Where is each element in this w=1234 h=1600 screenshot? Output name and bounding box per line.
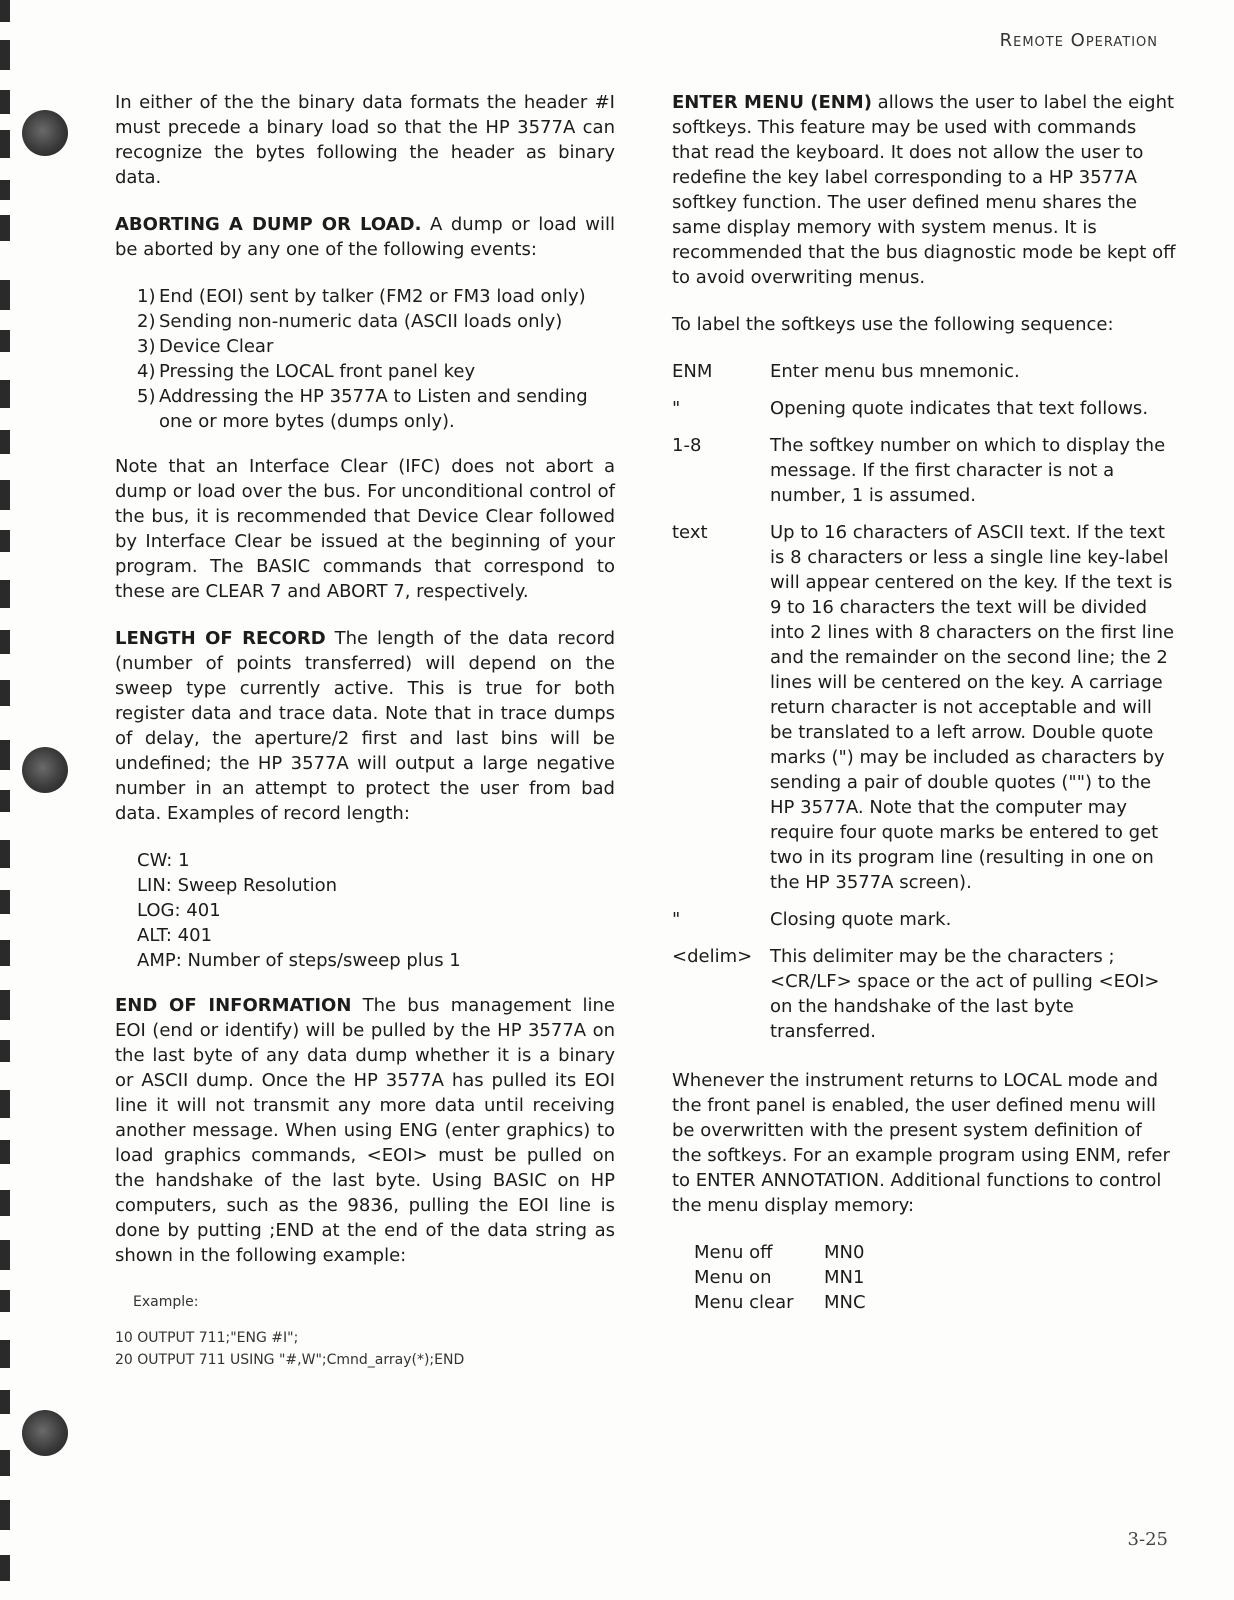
length-paragraph: LENGTH OF RECORD The length of the data record (number of points transferred) will depend on the sweep type currently active. This is true for both register data and trace data. Note that in trace dumps of delay, the aperture/2 first and last bins will be undefined; the HP 3577A will output a large negative number in an attempt to protect the user from bad data. Examples of record length: [115, 628, 616, 824]
definition-term: " [672, 909, 681, 930]
running-header: Remote Operation [999, 30, 1158, 51]
eoi-heading: END OF INFORMATION [115, 995, 352, 1016]
record-length-list [137, 848, 615, 973]
abort-events-list [115, 284, 615, 434]
list-item: 5) Addressing the HP 3577A to Listen and sending one or more bytes (dumps only). [137, 386, 588, 432]
list-item: CW: 1 [137, 850, 190, 871]
length-heading: LENGTH OF RECORD [115, 628, 326, 649]
eoi-paragraph: END OF INFORMATION The bus management line EOI (end or identify) will be pulled by the HP 3577A on the last byte of any data dump whether it is a binary or ASCII dump. Once the HP 3577A has pulled its EOI line it will not transmit any more data until receiving another message. When using ENG (enter graphics) to load graphics commands, <EOI> must be pulled on the handshake of the last byte. Using BASIC on HP computers, such as the 9836, pulling the EOI line is done by putting ;END at the end of the data string as shown in the following example: [115, 995, 615, 1266]
list-item: 1) End (EOI) sent by talker (FM2 or FM3 load only) [137, 286, 586, 307]
enm-paragraph: ENTER MENU (ENM) allows the user to label the eight softkeys. This feature may be used with commands that read the keyboard. It does not allow the user to redefine the key label corresponding to a HP 3577A softkey function. The user defined menu shares the same display memory with system menus. It is recommended that the bus diagnostic mode be kept off to avoid overwriting menus. [672, 92, 1176, 288]
menu-label: Menu off [694, 1242, 773, 1263]
sequence-definitions [672, 359, 1176, 1044]
list-item: ALT: 401 [137, 925, 213, 946]
definition-term: <delim> [672, 946, 753, 967]
local-mode-paragraph: Whenever the instrument returns to LOCAL mode and the front panel is enabled, the user defined menu will be overwritten with the present system definition of the softkeys. For an example program using ENM, refer to ENTER ANNOTATION. Additional functions to control the menu display memory: [672, 1070, 1170, 1216]
menu-label: Menu clear [694, 1292, 794, 1313]
definition-desc: Closing quote mark. [770, 909, 952, 930]
list-item: 3) Device Clear [137, 336, 274, 357]
code-line: 10 OUTPUT 711;"ENG #I"; [115, 1330, 299, 1346]
list-item: 4) Pressing the LOCAL front panel key [137, 361, 476, 382]
menu-label: Menu on [694, 1267, 772, 1288]
right-column [672, 90, 1176, 1315]
aborting-paragraph: ABORTING A DUMP OR LOAD. A dump or load will be aborted by any one of the following events: [115, 214, 615, 260]
left-column [115, 90, 615, 1371]
list-item: LIN: Sweep Resolution [137, 875, 338, 896]
menu-code: MN1 [824, 1267, 865, 1288]
definition-term: " [672, 398, 681, 419]
example-label: Example: [133, 1294, 199, 1310]
definition-desc: Up to 16 characters of ASCII text. If the text is 8 characters or less a single line key-label will appear centered on the key. If the text is 9 to 16 characters the text will be divided into 2 lines with 8 characters on the first line and the remainder on the second line; the 2 lines will be centered on the key. A carriage return character is not acceptable and will be translated to a left arrow. Double quote marks (") may be included as characters by sending a pair of double quotes ("") to the HP 3577A. Note that the computer may require four quote marks be entered to get two in its program line (resulting in one on the HP 3577A screen). [770, 522, 1175, 893]
definition-desc: Opening quote indicates that text follows. [770, 398, 1149, 419]
list-item: AMP: Number of steps/sweep plus 1 [137, 950, 461, 971]
binder-hole-middle [22, 747, 68, 793]
code-line: 20 OUTPUT 711 USING "#,W";Cmnd_array(*);END [115, 1352, 465, 1368]
definition-desc: This delimiter may be the characters ; <CR/LF> space or the act of pulling <EOI> on the handshake of the last byte transferred. [770, 946, 1160, 1042]
definition-desc: The softkey number on which to display the message. If the first character is not a number, 1 is assumed. [770, 435, 1166, 506]
page-number: 3-25 [1127, 1529, 1168, 1550]
list-item: 2) Sending non-numeric data (ASCII loads only) [137, 311, 563, 332]
definition-term: ENM [672, 361, 713, 382]
binding-edge [0, 0, 12, 1600]
sequence-intro: To label the softkeys use the following sequence: [672, 314, 1114, 335]
list-item: LOG: 401 [137, 900, 221, 921]
binder-hole-top [22, 110, 68, 156]
definition-desc: Enter menu bus mnemonic. [770, 361, 1020, 382]
menu-code: MN0 [824, 1242, 865, 1263]
ifc-note-paragraph: Note that an Interface Clear (IFC) does not abort a dump or load over the bus. For unconditional control of the bus, it is recommended that Device Clear followed by Interface Clear be issued at the beginning of your program. The BASIC commands that correspond to these are CLEAR 7 and ABORT 7, respectively. [115, 456, 615, 602]
aborting-heading: ABORTING A DUMP OR LOAD. [115, 214, 422, 235]
menu-commands-table [694, 1240, 1176, 1315]
definition-term: text [672, 522, 708, 543]
menu-code: MNC [824, 1292, 866, 1313]
binder-hole-bottom [22, 1410, 68, 1456]
intro-paragraph: In either of the the binary data formats the header #I must precede a binary load so that the HP 3577A can recognize the bytes following the header as binary data. [115, 92, 615, 188]
definition-term: 1-8 [672, 435, 702, 456]
enm-heading: ENTER MENU (ENM) [672, 92, 872, 113]
